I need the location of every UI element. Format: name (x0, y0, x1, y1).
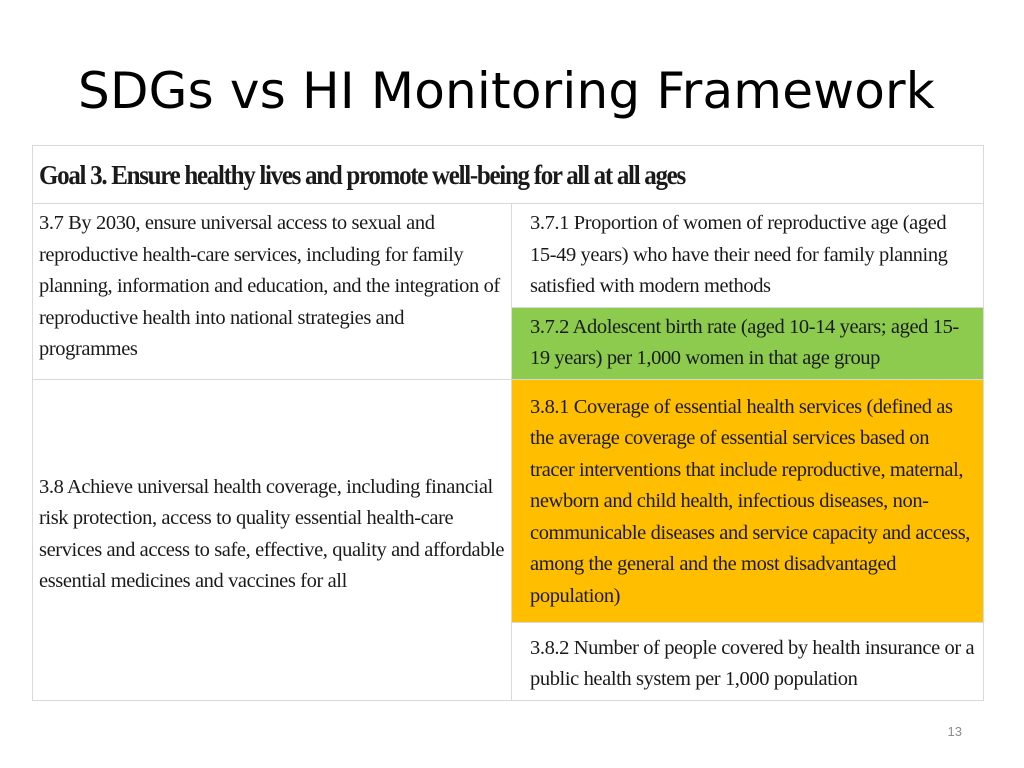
goal-header-cell (33, 146, 984, 204)
indicator-cell-3-8-1 (512, 379, 984, 622)
indicator-text-3-7-2: 3.7.2 Adolescent birth rate (aged 10-14 years; aged 15-19 years) per 1,000 women in that age group (530, 315, 959, 369)
sdg-indicator-table (32, 145, 984, 701)
target-cell-3-7 (33, 204, 512, 380)
target-text-3-8: 3.8 Achieve universal health coverage, including financial risk protection, access to quality essential health-care services and access to safe, effective, quality and affordable essential medicines and vaccines for all (39, 475, 505, 592)
slide-title: SDGs vs HI Monitoring Framework (78, 62, 935, 120)
table-row (33, 204, 984, 308)
indicator-text-3-7-1: 3.7.1 Proportion of women of reproductive age (aged 15-49 years) who have their need for family planning satisfied with modern methods (530, 212, 948, 297)
target-cell-3-8 (33, 379, 512, 700)
indicator-text-3-8-2: 3.8.2 Number of people covered by health insurance or a public health system per 1,000 population (530, 636, 975, 690)
slide-number: 13 (947, 724, 962, 739)
indicator-text-3-8-1: 3.8.1 Coverage of essential health services (defined as the average coverage of essential services based on tracer interventions that include reproductive, maternal, newborn and child health, infectious diseases, non-communicable diseases and service capacity and access, among the general and the most disadvantaged population) (530, 395, 971, 607)
indicator-cell-3-7-2 (512, 307, 984, 379)
table-row (33, 146, 984, 204)
goal-heading: Goal 3. Ensure healthy lives and promote well-being for all at all ages (39, 161, 685, 191)
target-text-3-7: 3.7 By 2030, ensure universal access to sexual and reproductive health-care services, including for family planning, information and education, and the integration of reproductive health into national strategies and programmes (39, 212, 500, 360)
indicator-cell-3-7-1 (512, 204, 984, 308)
indicator-cell-3-8-2 (512, 622, 984, 700)
table-row (33, 379, 984, 622)
